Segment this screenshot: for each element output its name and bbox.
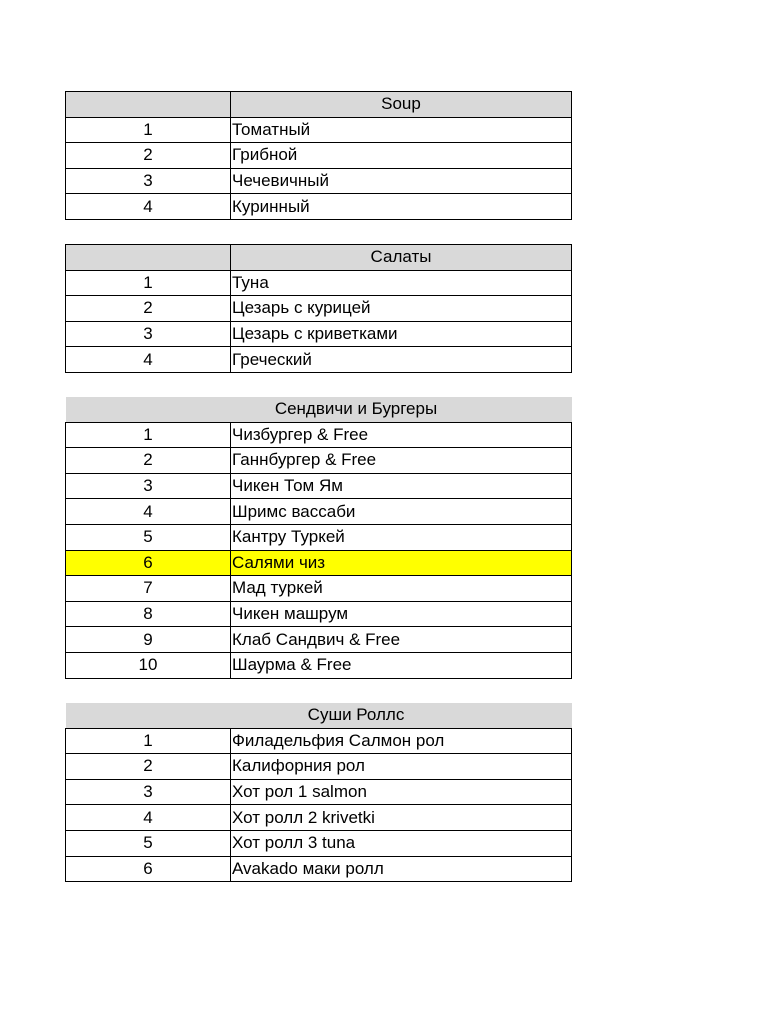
table-row — [66, 805, 572, 831]
table-row — [66, 601, 572, 627]
table-row — [66, 422, 572, 448]
row-number: 2 — [66, 448, 231, 474]
dish-name: Чикен машрум — [231, 601, 572, 627]
row-number: 3 — [66, 473, 231, 499]
row-number: 1 — [66, 270, 231, 296]
sushi-table — [65, 703, 572, 882]
dish-name: Чизбургер & Free — [231, 422, 572, 448]
dish-name: Мад туркей — [231, 576, 572, 602]
table-row — [66, 728, 572, 754]
row-number: 1 — [66, 422, 231, 448]
row-number: 5 — [66, 524, 231, 550]
table-row — [66, 524, 572, 550]
table-row — [66, 779, 572, 805]
row-number: 8 — [66, 601, 231, 627]
row-number: 3 — [66, 168, 231, 194]
table-row — [66, 117, 572, 143]
table-row — [66, 830, 572, 856]
table-row — [66, 499, 572, 525]
row-number: 5 — [66, 830, 231, 856]
dish-name: Туна — [231, 270, 572, 296]
highlighted-row — [66, 550, 572, 576]
row-number: 4 — [66, 194, 231, 220]
table-row — [66, 448, 572, 474]
header-empty-cell — [66, 92, 231, 118]
row-number: 1 — [66, 728, 231, 754]
dish-name: Цезарь с криветками — [231, 321, 572, 347]
sandwiches-table — [65, 397, 572, 679]
table-row — [66, 270, 572, 296]
table-row — [66, 754, 572, 780]
dish-name: Avakado маки ролл — [231, 856, 572, 882]
table-row — [66, 143, 572, 169]
table-header-row — [66, 245, 572, 271]
row-number: 1 — [66, 117, 231, 143]
dish-name: Хот ролл 3 tuna — [231, 830, 572, 856]
row-number: 2 — [66, 296, 231, 322]
table-row — [66, 168, 572, 194]
table-row — [66, 856, 572, 882]
dish-name: Кантру Туркей — [231, 524, 572, 550]
section-title: Салаты — [231, 245, 572, 271]
row-number: 4 — [66, 499, 231, 525]
row-number: 4 — [66, 805, 231, 831]
dish-name: Хот рол 1 salmon — [231, 779, 572, 805]
row-number: 6 — [66, 856, 231, 882]
table-row — [66, 296, 572, 322]
dish-name: Клаб Сандвич & Free — [231, 627, 572, 653]
header-empty-cell — [66, 245, 231, 271]
dish-name: Шаурма & Free — [231, 652, 572, 678]
table-row — [66, 652, 572, 678]
row-number: 7 — [66, 576, 231, 602]
row-number: 3 — [66, 321, 231, 347]
table-row — [66, 194, 572, 220]
table-row — [66, 347, 572, 373]
row-number: 10 — [66, 652, 231, 678]
table-header-row — [66, 397, 572, 422]
dish-name: Хот ролл 2 krivetki — [231, 805, 572, 831]
dish-name: Томатный — [231, 117, 572, 143]
dish-name: Куринный — [231, 194, 572, 220]
row-number: 9 — [66, 627, 231, 653]
table-row — [66, 473, 572, 499]
dish-name: Грибной — [231, 143, 572, 169]
dish-name: Калифорния рол — [231, 754, 572, 780]
salads-table — [65, 244, 572, 373]
table-header-row — [66, 92, 572, 118]
section-title: Soup — [231, 92, 572, 118]
row-number: 3 — [66, 779, 231, 805]
dish-name: Шримс вассаби — [231, 499, 572, 525]
dish-name: Цезарь с курицей — [231, 296, 572, 322]
dish-name: Чечевичный — [231, 168, 572, 194]
row-number: 6 — [66, 550, 231, 576]
row-number: 4 — [66, 347, 231, 373]
dish-name: Филадельфия Салмон рол — [231, 728, 572, 754]
row-number: 2 — [66, 143, 231, 169]
section-title: Суши Роллс — [66, 703, 572, 728]
dish-name: Салями чиз — [231, 550, 572, 576]
table-row — [66, 321, 572, 347]
soup-table — [65, 91, 572, 220]
dish-name: Чикен Том Ям — [231, 473, 572, 499]
table-row — [66, 627, 572, 653]
table-row — [66, 576, 572, 602]
section-title: Сендвичи и Бургеры — [66, 397, 572, 422]
dish-name: Ганнбургер & Free — [231, 448, 572, 474]
dish-name: Греческий — [231, 347, 572, 373]
row-number: 2 — [66, 754, 231, 780]
table-header-row — [66, 703, 572, 728]
